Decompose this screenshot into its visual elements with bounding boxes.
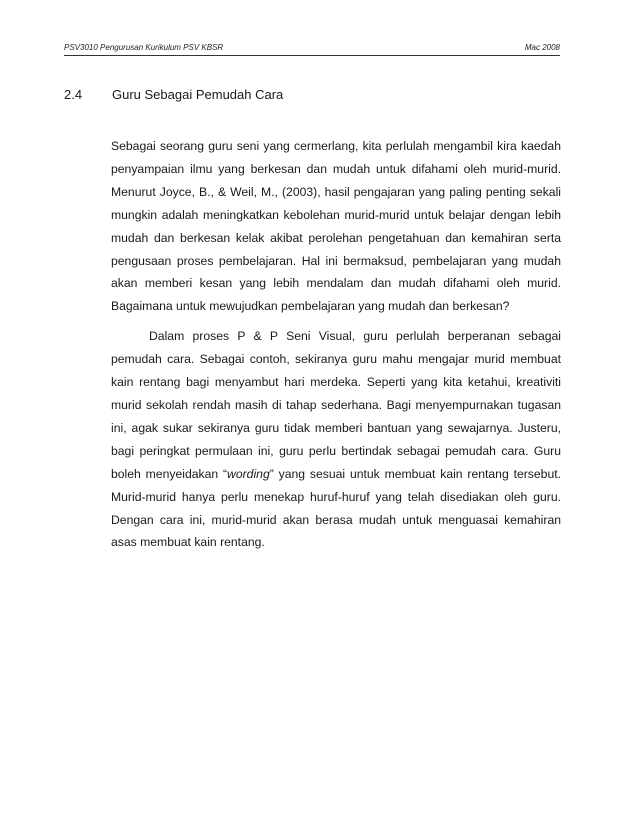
body-text: [111, 135, 561, 561]
header-divider: [64, 55, 560, 56]
paragraph-2-italic-term: wording: [227, 466, 270, 481]
section-number: 2.4: [64, 87, 83, 102]
header-date: Mac 2008: [524, 43, 560, 52]
header-course-title: PSV3010 Pengurusan Kurikulum PSV KBSR: [64, 43, 224, 52]
paragraph-2-text-before: Dalam proses P & P Seni Visual, guru perlulah berperanan sebagai pemudah cara. Sebagai contoh, sekiranya guru mahu mengajar murid membuat kain rentang bagi menyambut hari merdeka. Seperti yang kita ketahui, kreativiti murid sekolah rendah masih di tahap sederhana. Bagi menyempurnakan tugasan ini, agak sukar sekiranya guru tidak memberi bantuan yang sewajarnya. Justeru, bagi peringkat permulaan ini, guru perlu bertindak sebagai pemudah cara. Guru boleh menyeidakan “: [111, 329, 561, 481]
page-header: [64, 38, 560, 52]
paragraph-2: [111, 325, 561, 554]
section-heading: [64, 87, 283, 102]
section-title: Guru Sebagai Pemudah Cara: [112, 87, 284, 102]
paragraph-2-text-after: ” yang sesuai untuk membuat kain rentang tersebut. Murid-murid hanya perlu menekap huruf-huruf yang telah disediakan oleh guru. Dengan cara ini, murid-murid akan berasa mudah untuk menguasai kemahiran asas membuat kain rentang.: [111, 466, 561, 550]
paragraph-1: Sebagai seorang guru seni yang cermerlang, kita perlulah mengambil kira kaedah penyampaian ilmu yang berkesan dan mudah untuk difahami oleh murid-murid. Menurut Joyce, B., & Weil, M., (2003), hasil pengajaran yang paling penting sekali mungkin adalah meningkatkan kebolehan murid-murid untuk belajar dengan lebih mudah dan berkesan kelak akibat perolehan pengetahuan dan kemahiran serta pengusaan proses pembelajaran. Hal ini bermaksud, pembelajaran yang mudah akan memberi kesan yang lebih mendalam dan mudah difahami oleh murid. Bagaimana untuk mewujudkan pembelajaran yang mudah dan berkesan?: [111, 139, 561, 314]
